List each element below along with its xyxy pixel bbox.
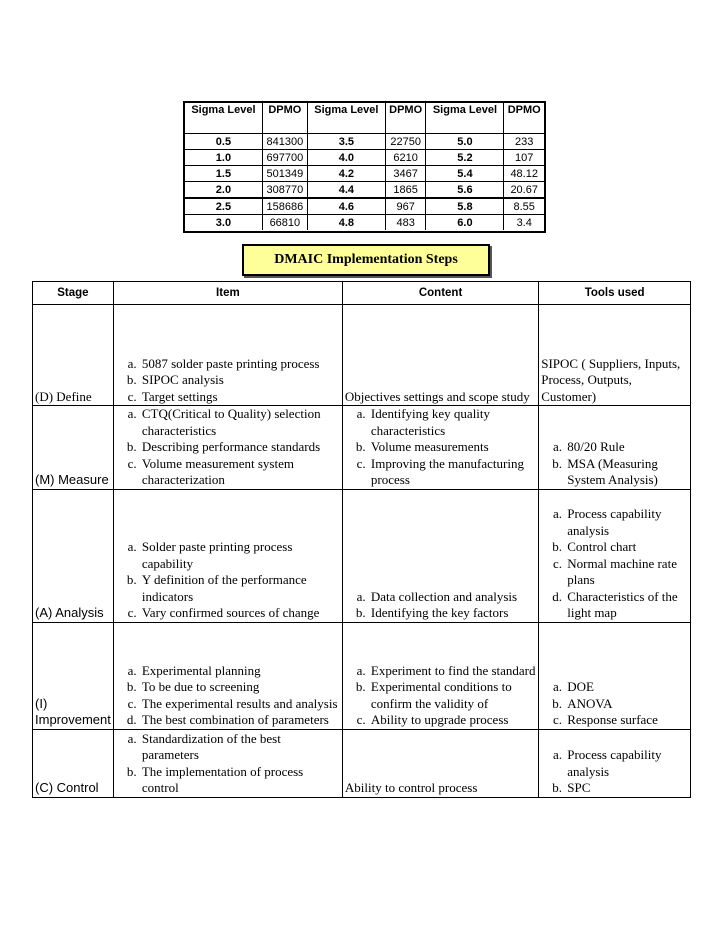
dpmo-cell: 308770 bbox=[262, 182, 307, 199]
sigma-cell: 5.2 bbox=[426, 150, 504, 166]
list-item: a. Standardization of the best parameters bbox=[140, 731, 340, 764]
table-row bbox=[33, 622, 691, 729]
dmaic-table bbox=[32, 281, 691, 798]
tools-cell bbox=[539, 489, 691, 622]
list-item: b. Volume measurements bbox=[369, 439, 536, 456]
list-item: a. Process capability analysis bbox=[565, 506, 688, 539]
table-row bbox=[33, 406, 691, 490]
list-item: b. Y definition of the performance indicators bbox=[140, 572, 340, 605]
list-item: a. 80/20 Rule bbox=[565, 439, 688, 456]
sigma-cell: 4.4 bbox=[307, 182, 385, 199]
dpmo-cell: 48.12 bbox=[504, 166, 544, 182]
dpmo-cell: 20.67 bbox=[504, 182, 544, 199]
list-item: b. ANOVA bbox=[565, 696, 688, 713]
content-cell bbox=[342, 489, 538, 622]
stage-cell: (A) Analysis bbox=[33, 489, 114, 622]
list-item: b. To be due to screening bbox=[140, 679, 340, 696]
dpmo-cell: 233 bbox=[504, 134, 544, 150]
stage-cell: (C) Control bbox=[33, 729, 114, 797]
dpmo-cell: 501349 bbox=[262, 166, 307, 182]
stage-cell: (M) Measure bbox=[33, 406, 114, 490]
dpmo-cell: 158686 bbox=[262, 198, 307, 215]
header-dpmo: DPMO bbox=[504, 103, 544, 134]
table-row bbox=[185, 150, 544, 166]
list-item: b. SPC bbox=[565, 780, 688, 797]
list-item: d. Characteristics of the light map bbox=[565, 589, 688, 622]
stage-cell: (D) Define bbox=[33, 305, 114, 406]
table-row bbox=[185, 198, 544, 215]
item-cell bbox=[113, 406, 342, 490]
dpmo-cell: 6210 bbox=[385, 150, 426, 166]
header-dpmo: DPMO bbox=[262, 103, 307, 134]
sigma-cell: 0.5 bbox=[185, 134, 262, 150]
dpmo-cell: 66810 bbox=[262, 215, 307, 231]
header-dpmo: DPMO bbox=[385, 103, 426, 134]
list-item: c. Response surface bbox=[565, 712, 688, 729]
list-item: b. Experimental conditions to confirm the validity of bbox=[369, 679, 536, 712]
tools-cell bbox=[539, 622, 691, 729]
sigma-cell: 5.0 bbox=[426, 134, 504, 150]
list-item: b. The implementation of process control bbox=[140, 764, 340, 797]
tools-cell: SIPOC ( Suppliers, Inputs, Process, Outputs, Customer) bbox=[539, 305, 691, 406]
sigma-dpmo-table bbox=[183, 101, 546, 233]
dpmo-cell: 22750 bbox=[385, 134, 426, 150]
sigma-cell: 4.0 bbox=[307, 150, 385, 166]
dpmo-cell: 3467 bbox=[385, 166, 426, 182]
sigma-cell: 2.0 bbox=[185, 182, 262, 199]
table-row bbox=[185, 182, 544, 199]
table-row bbox=[33, 305, 691, 406]
list-item: b. MSA (Measuring System Analysis) bbox=[565, 456, 688, 489]
sigma-cell: 5.6 bbox=[426, 182, 504, 199]
dpmo-cell: 841300 bbox=[262, 134, 307, 150]
sigma-cell: 4.6 bbox=[307, 198, 385, 215]
list-item: d. The best combination of parameters bbox=[140, 712, 340, 729]
dpmo-cell: 1865 bbox=[385, 182, 426, 199]
list-item: b. SIPOC analysis bbox=[140, 372, 340, 389]
list-item: c. Normal machine rate plans bbox=[565, 556, 688, 589]
sigma-cell: 4.8 bbox=[307, 215, 385, 231]
list-item: c. The experimental results and analysis bbox=[140, 696, 340, 713]
list-item: a. DOE bbox=[565, 679, 688, 696]
list-item: c. Volume measurement system characterization bbox=[140, 456, 340, 489]
content-cell: Ability to control process bbox=[342, 729, 538, 797]
list-item: c. Vary confirmed sources of change bbox=[140, 605, 340, 622]
item-cell bbox=[113, 305, 342, 406]
table-row bbox=[33, 729, 691, 797]
sigma-cell: 5.8 bbox=[426, 198, 504, 215]
dpmo-cell: 107 bbox=[504, 150, 544, 166]
item-cell bbox=[113, 622, 342, 729]
header-sigma-level: Sigma Level bbox=[426, 103, 504, 134]
item-cell bbox=[113, 489, 342, 622]
item-cell bbox=[113, 729, 342, 797]
list-item: a. 5087 solder paste printing process bbox=[140, 356, 340, 373]
list-item: c. Target settings bbox=[140, 389, 340, 406]
table-row bbox=[185, 134, 544, 150]
sigma-cell: 4.2 bbox=[307, 166, 385, 182]
list-item: c. Improving the manufacturing process bbox=[369, 456, 536, 489]
table-row bbox=[33, 489, 691, 622]
dpmo-cell: 697700 bbox=[262, 150, 307, 166]
sigma-cell: 3.0 bbox=[185, 215, 262, 231]
list-item: c. Ability to upgrade process bbox=[369, 712, 536, 729]
dmaic-banner: DMAIC Implementation Steps bbox=[242, 244, 490, 276]
tools-cell bbox=[539, 406, 691, 490]
list-item: a. Solder paste printing process capability bbox=[140, 539, 340, 572]
tools-cell bbox=[539, 729, 691, 797]
list-item: a. Experiment to find the standard bbox=[369, 663, 536, 680]
sigma-cell: 1.0 bbox=[185, 150, 262, 166]
dpmo-cell: 8.55 bbox=[504, 198, 544, 215]
sigma-cell: 5.4 bbox=[426, 166, 504, 182]
list-item: a. Process capability analysis bbox=[565, 747, 688, 780]
list-item: a. CTQ(Critical to Quality) selection characteristics bbox=[140, 406, 340, 439]
header-item: Item bbox=[113, 282, 342, 305]
sigma-cell: 1.5 bbox=[185, 166, 262, 182]
list-item: a. Identifying key quality characteristics bbox=[369, 406, 536, 439]
header-sigma-level: Sigma Level bbox=[191, 104, 256, 116]
sigma-cell: 3.5 bbox=[307, 134, 385, 150]
list-item: b. Control chart bbox=[565, 539, 688, 556]
list-item: a. Data collection and analysis bbox=[369, 589, 536, 606]
content-cell bbox=[342, 622, 538, 729]
dpmo-cell: 3.4 bbox=[504, 215, 544, 231]
table-row bbox=[185, 215, 544, 231]
header-sigma-level: Sigma Level bbox=[307, 103, 385, 134]
table-row bbox=[185, 166, 544, 182]
list-item: b. Describing performance standards bbox=[140, 439, 340, 456]
header-stage: Stage bbox=[33, 282, 114, 305]
header-tools-used: Tools used bbox=[539, 282, 691, 305]
list-item: a. Experimental planning bbox=[140, 663, 340, 680]
dpmo-cell: 483 bbox=[385, 215, 426, 231]
dpmo-cell: 967 bbox=[385, 198, 426, 215]
content-cell bbox=[342, 406, 538, 490]
header-content: Content bbox=[342, 282, 538, 305]
content-cell: Objectives settings and scope study bbox=[342, 305, 538, 406]
stage-cell: (I) Improvement bbox=[33, 622, 114, 729]
list-item: b. Identifying the key factors bbox=[369, 605, 536, 622]
sigma-cell: 2.5 bbox=[185, 198, 262, 215]
sigma-cell: 6.0 bbox=[426, 215, 504, 231]
